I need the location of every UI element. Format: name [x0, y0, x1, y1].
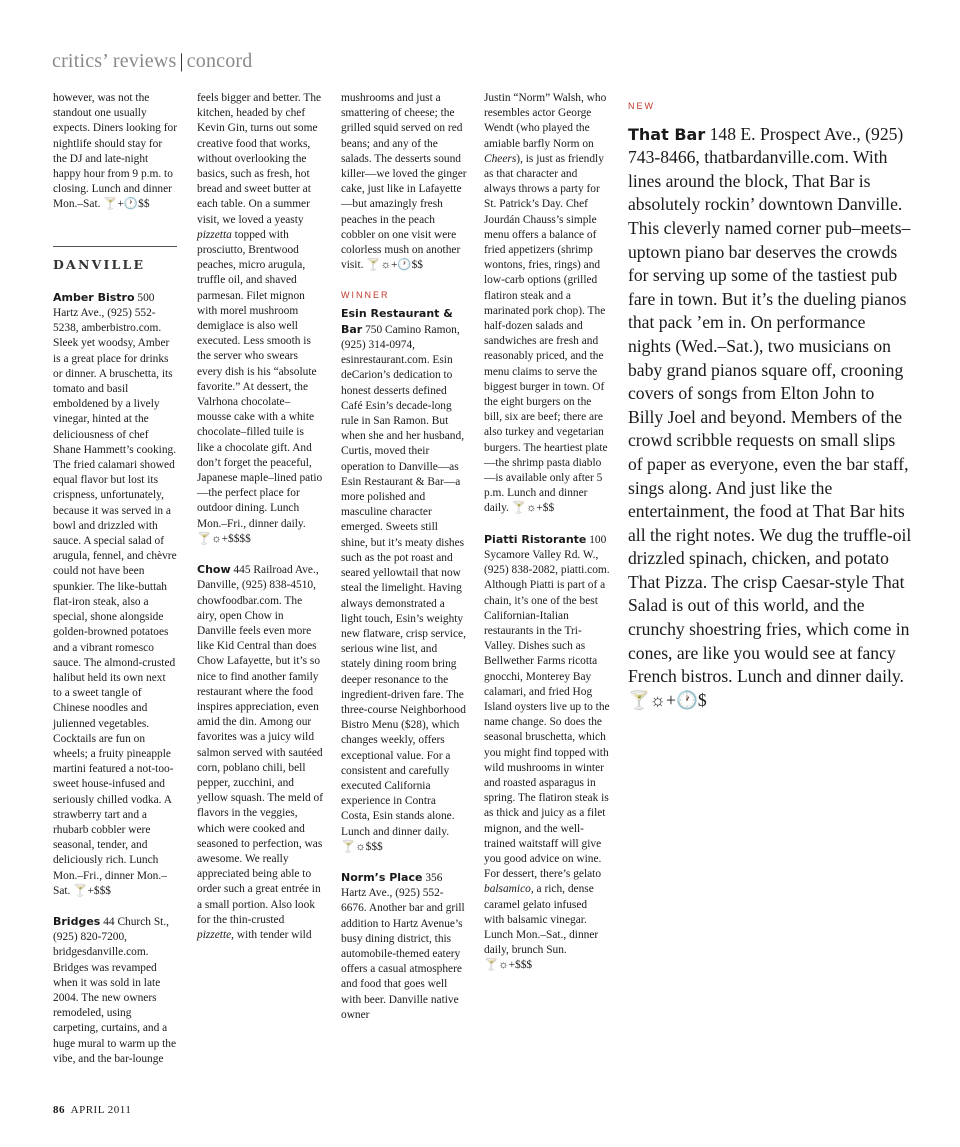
- review-chow-cont: [341, 91, 467, 273]
- review-body: with tender wild: [236, 928, 312, 941]
- restaurant-name: Chow: [197, 563, 231, 577]
- review-body: 445 Railroad Ave., Danville, (925) 838-4510, chowfoodbar.com. The airy, open Chow in Danville feels even more like Kid Central than does Chow Lafayette, but it’s so nice to find another family restaurant where the food inspires appreciation, even amid the din. Among our favorites was a juicy wild salmon served with sautéed corn, poblano chili, bell pepper, zucchini, and yellow squash. The meld of flavors in the veggies, which were cooked and seasoned to perfection, was awesome. We really appreciated being able to order such a great entrée in a small portion. Also look for the thin-crusted: [197, 564, 324, 926]
- review-body: a rich, dense caramel gelato infused with balsamic vinegar. Lunch Mon.–Sat., dinner daily, brunch Sun.: [484, 883, 599, 957]
- rating-icons: 🍸☼+🕐$: [628, 689, 707, 710]
- rating-icons: 🍸☼$$$: [341, 840, 383, 853]
- winner-badge: WINNER: [341, 290, 390, 301]
- review-norms-place: [341, 870, 467, 1023]
- review-text: [53, 91, 177, 213]
- restaurant-name: Amber Bistro: [53, 290, 135, 304]
- rating-icons: 🍸☼+$$$: [484, 959, 533, 972]
- section-title: DANVILLE: [53, 256, 146, 272]
- column-4: [484, 91, 610, 974]
- review-body: 500 Hartz Ave., (925) 552-5238, amberbistro.com. Sleek yet woodsy, Amber is a great place for drinks or dinner. A bruschetta, its tomato and basil emboldened by a lively vinegar, hinted at the deliciousness of chef Shane Hammett’s cooking. The fried calamari showed equal flavor but lost its crispness, unfortunately, because it was served in a bowl and drizzled with sauce. A special salad of arugula, fennel, and chèvre could not have been spunkier. The like-buttah flat-iron steak, also a special, shone alongside golden-browned potatoes and a vibrant romesco sauce. The almond-crusted halibut held its own next to a sweet tangle of Chinese noodles and julienned vegetables. Cocktails are fun on wheels; a fruity pineapple martini featured a not-too-sweet house-infused and seriously chilled vodka. A strawberry tart and a rhubarb cobbler were seasonal, tender, and deliciously rich. Lunch Mon.–Fri., dinner Mon.–Sat.: [53, 291, 177, 897]
- column-5-feature: [628, 95, 912, 712]
- page-number: 86: [53, 1104, 65, 1116]
- review-body: feels bigger and better. The kitchen, headed by chef Kevin Gin, turns out some creative food that works, without overlooking the basics, such as fresh, hot bread and sweet butter at each table. On a summer visit, we loved a yeasty: [197, 92, 322, 226]
- page-footer: [53, 1104, 131, 1116]
- review-bridges-cont: [197, 91, 323, 547]
- header-section: critics’ reviews: [52, 50, 177, 72]
- restaurant-name: Esin Restaurant & Bar: [341, 306, 453, 336]
- review-body: 148 E. Prospect Ave., (925) 743-8466, thatbardanville.com. With lines around the block, That Bar is absolutely rockin’ downtown Danville. This cleverly named corner pub–meets–uptown piano bar deserves the crowds for serving up some of the tastiest pub fare in town. But it’s the dueling pianos that pack ’em in. On performance nights (Wed.–Sat.), two musicians on baby grand pianos square off, crooning covers of songs from Elton John to Billy Joel and beyond. Members of the crowd scribble requests on small slips of paper as everyone, even the bar staff, sings along. And just like the entertainment, the food at That Bar hits all the right notes. We dug the truffle-oil drizzled spinach, chicken, and potato That Pizza. The crisp Caesar-style That Salad is out of this world, and the crunchy shoestring fries, which come in cones, are like you would see at fancy French bistros. Lunch and dinner daily.: [628, 123, 912, 687]
- restaurant-name: Norm’s Place: [341, 870, 423, 884]
- column-1: [53, 91, 177, 1067]
- review-body: ), is just as friendly as that character and always throws a party for St. Patrick’s Day. Chef Jourdán Chauss’s simple menu offers a balance of fried appetizers (shrimp wontons, fries, rings) and low-carb options (grilled flatiron steak and a marinated pork chop). The half-dozen salads and sandwiches are fresh and reasonably priced, and the menu claims to serve the biggest burger in town. Of the eight burgers on the bill, six are beef; there are also turkey and vegetarian burgers. The heartiest plate—the shrimp pasta diablo—is available only after 5 p.m. Lunch and dinner daily.: [484, 152, 608, 515]
- page-header: critics’ reviews | concord: [52, 50, 253, 72]
- review-amber-bistro: [53, 290, 177, 899]
- new-badge: NEW: [628, 101, 655, 111]
- review-piatti: [484, 532, 610, 974]
- italic-term: balsamico,: [484, 883, 534, 896]
- review-esin: [341, 306, 467, 855]
- review-body: 750 Camino Ramon, (925) 314-0974, esinrestaurant.com. Esin deCarion’s dedication to honest desserts defined Café Esin’s decade-long rule in San Ramon. But when she and her husband, Curtis, moved their operation to Danville—as Esin Restaurant & Bar—a more polished and masculine character emerged. Sweets still shine, but it’s meaty dishes such as the pot roast and seared yellowtail that now steal the limelight. Having always demonstrated a light touch, Esin’s weighty new flatware, crisp service, serious wine list, and stately dining room bring deeper resonance to the ingredient-driven fare. The three-course Neighborhood Bistro Menu ($28), which changes weekly, offers exceptional value. For a consistent and carefully executed California experience in Contra Costa, Esin stands alone. Lunch and dinner daily.: [341, 323, 466, 838]
- restaurant-name: Bridges: [53, 914, 101, 928]
- review-bridges: [53, 914, 177, 1067]
- rating-icons: 🍸☼+$$: [511, 502, 555, 515]
- italic-term: Cheers: [484, 152, 517, 165]
- rating-icons: 🍸☼+🕐$$: [366, 259, 423, 272]
- rating-icons: 🍸+🕐$$: [103, 198, 150, 211]
- section-divider: [53, 246, 177, 247]
- review-body: mushrooms and just a smattering of cheese; the grilled squid served on red beans; and any of the salads. The desserts sound killer—we loved the ginger cake, just like in Lafayette—but amazingly fresh peaches in the peach cobbler on one visit were colorless mush on another visit.: [341, 92, 467, 272]
- review-that-bar: [628, 123, 912, 713]
- rating-icons: 🍸☼+$$$$: [197, 532, 251, 545]
- review-chow: [197, 562, 323, 943]
- header-region: concord: [186, 50, 253, 72]
- rating-icons: 🍸+$$$: [73, 884, 111, 897]
- issue-date: APRIL 2011: [70, 1104, 132, 1116]
- review-body: 100 Sycamore Valley Rd. W., (925) 838-2082, piatti.com. Although Piatti is part of a chain, it’s one of the best Californian-Italian restaurants in the Tri-Valley. Dishes such as Bellwether Farms ricotta gnocchi, Monterey Bay calamari, and fried Hog Island oysters live up to the name change. So does the seasonal bruschetta, which you might find topped with wild mushrooms in winter and roasted asparagus in spring. The flatiron steak is as thick and juicy as a filet mignon, and the well-trained waitstaff will give you good advice on wine. For dessert, there’s gelato: [484, 533, 610, 881]
- review-body: 356 Hartz Ave., (925) 552-6676. Another bar and grill addition to Hartz Avenue’s busy dining district, this automobile-themed eatery offers a casual atmosphere and food that goes well with beer. Danville native owner: [341, 871, 465, 1021]
- intro-text: however, was not the standout one usually expects. Diners looking for nightlife should stay for the DJ and late-night happy hour from 9 p.m. to closing. Lunch and dinner Mon.–Sat.: [53, 92, 178, 211]
- restaurant-name: Piatti Ristorante: [484, 532, 587, 546]
- review-body: 44 Church St., (925) 820-7200, bridgesdanville.com. Bridges was revamped when it was sold in late 2004. The new owners remodeled, using carpeting, curtains, and a huge mural to warm up the vibe, and the bar-lounge: [53, 915, 177, 1065]
- italic-term: pizzetta: [197, 228, 232, 241]
- column-2: [197, 91, 323, 943]
- review-body: topped with prosciutto, Brentwood peaches, micro arugula, truffle oil, and shaved parmesan. Filet mignon with morel mushroom demiglace is also well executed. Less smooth is the server who swears every dish is his “absolute favorite.” At dessert, the Valrhona chocolate–mousse cake with a white chocolate–filled tuile is like a chocolate gift. And don’t forget the peaceful, Japanese maple–lined patio—the perfect place for outdoor dining. Lunch Mon.–Fri., dinner daily.: [197, 228, 323, 530]
- restaurant-name: That Bar: [628, 124, 706, 144]
- column-3: [341, 91, 467, 1023]
- italic-term: pizzette,: [197, 928, 235, 941]
- review-norms-cont: [484, 91, 610, 517]
- review-body: Justin “Norm” Walsh, who resembles actor George Wendt (who played the amiable barfly Norm on: [484, 92, 607, 150]
